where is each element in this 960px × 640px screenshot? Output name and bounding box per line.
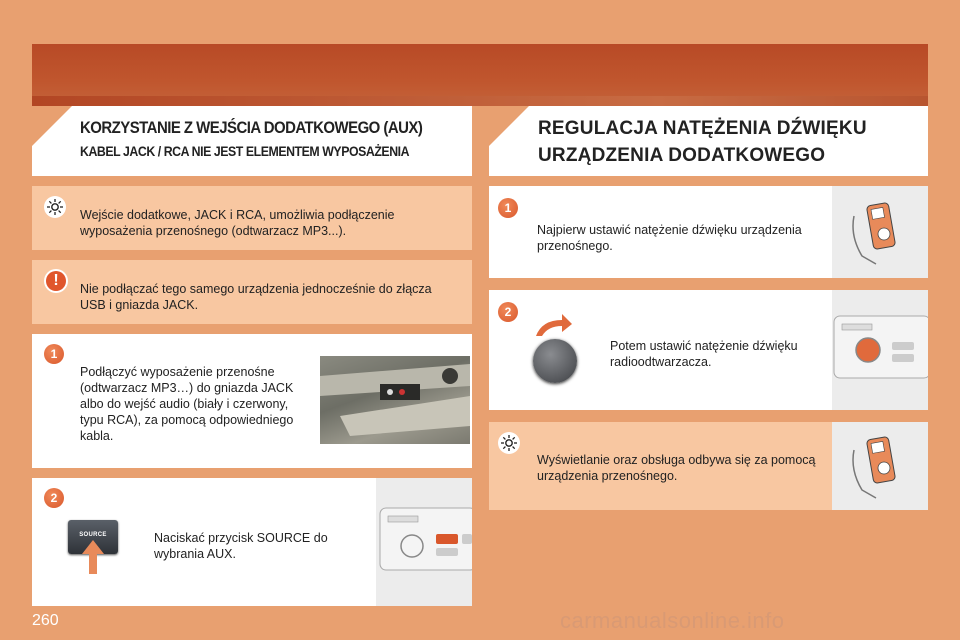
glovebox-photo [320,356,470,444]
left-title: KORZYSTANIE Z WEJŚCIA DODATKOWEGO (AUX) [80,118,423,137]
volume-knob[interactable] [533,339,577,383]
header-band [32,44,928,106]
mp3-panel-2 [832,422,928,510]
left-header-panel [32,106,472,176]
left-subtitle: KABEL JACK / RCA NIE JEST ELEMENTEM WYPOSAŻENIA [80,143,410,159]
right-info-text: Wyświetlanie oraz obsługa odbywa się za pomocą urządzenia przenośnego. [537,453,816,483]
left-info-text: Wejście dodatkowe, JACK i RCA, umożliwia podłączenie wyposażenia przenośnego (odtwarzacz MP3...). [80,208,395,238]
right-title-line2: URZĄDZENIA DODATKOWEGO [538,145,826,166]
right-step1-badge: 1 [498,198,518,218]
source-button-label: SOURCE [79,532,107,538]
mp3-player-icon [832,422,928,510]
left-step2-badge: 2 [44,488,64,508]
left-step1-text: Podłączyć wyposażenie przenośne (odtwarzacz MP3…) do gniazda JACK albo do wejść audio (biały i czerwony, typu RCA), za pomocą odpowiedniego kabla. [80,365,294,443]
radio-icon [376,478,472,606]
sun-info-icon [44,196,66,218]
turn-arrow-icon [534,312,574,338]
warning-icon: ! [46,271,66,291]
page-number: 260 [32,612,59,629]
mp3-player-icon [832,186,928,278]
right-step2-text: Potem ustawić natężenie dźwięku radioodtwarzacza. [610,339,798,369]
watermark: carmanualsonline.info [560,608,785,633]
sun-info-icon [498,432,520,454]
right-step2-badge: 2 [498,302,518,322]
radio-icon [832,290,928,410]
arrow-icon [82,540,104,574]
left-step1-badge: 1 [44,344,64,364]
right-step1-text: Najpierw ustawić natężenie dźwięku urządzenia przenośnego. [537,223,802,253]
right-title-line1: REGULACJA NATĘŻENIA DŹWIĘKU [538,118,867,139]
radio-panel-right [832,290,928,410]
left-warning-text: Nie podłączać tego samego urządzenia jednocześnie do złącza USB i gniazda JACK. [80,282,432,312]
radio-panel-left [376,478,472,606]
left-step2-text: Naciskać przycisk SOURCE do wybrania AUX. [154,531,328,561]
mp3-panel-1 [832,186,928,278]
